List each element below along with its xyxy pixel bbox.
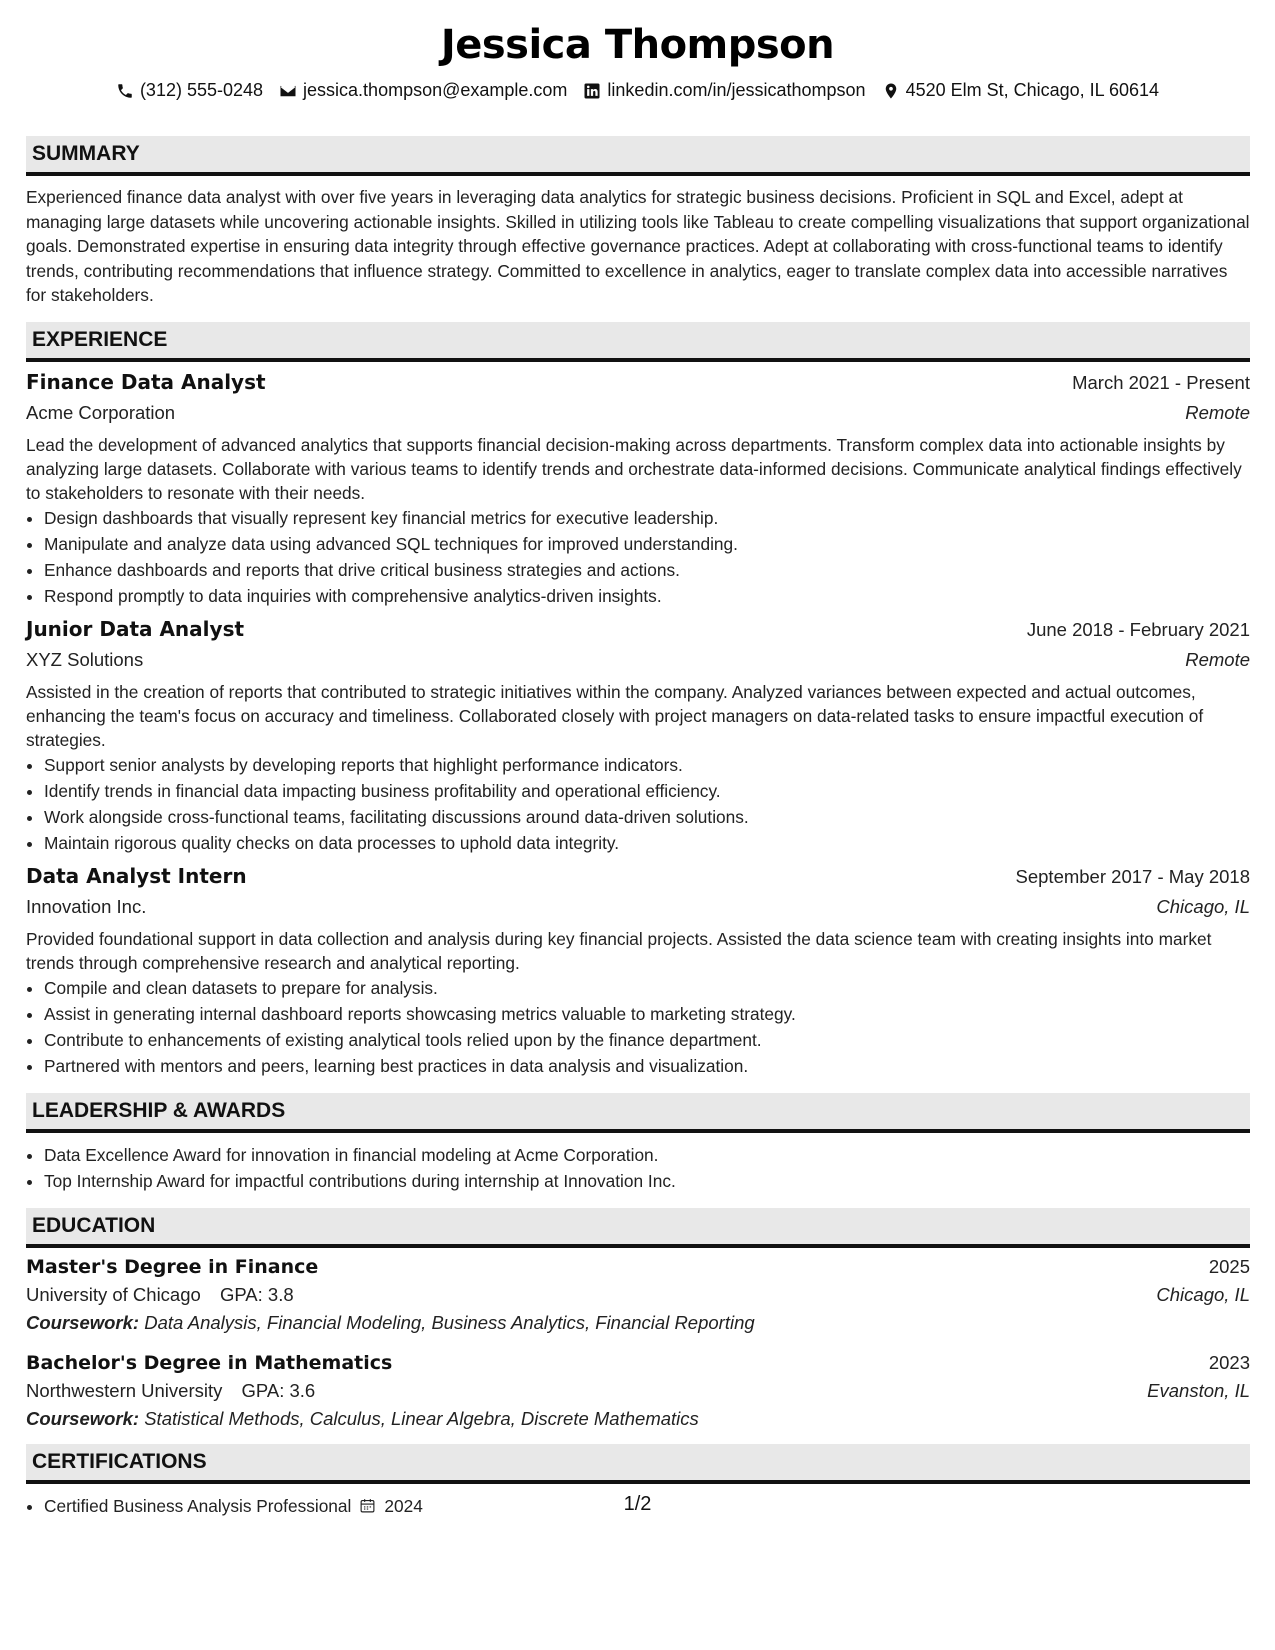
list-item: • Respond promptly to data inquiries with comprehensive analytics-driven insights. bbox=[44, 583, 1250, 609]
section-heading: EDUCATION bbox=[26, 1208, 1250, 1248]
coursework-list: Data Analysis, Financial Modeling, Business Analytics, Financial Reporting bbox=[144, 1311, 755, 1333]
summary-text: Experienced finance data analyst with over five years in leveraging data analytics for strategic business decisions. Proficient in SQL and Excel, adept at managing large datasets while uncovering actionable insights. Skilled in utilizing tools like Tableau to create compelling visualizations that support organizational goals. Demonstrated expertise in ensuring data integrity through effective governance practices. Adept at collaborating with cross-functional teams to identify trends, contributing recommendations that influence strategy. Committed to excellence in analytics, eager to translate complex data into accessible narratives for stakeholders. bbox=[26, 187, 1250, 305]
list-item: • Manipulate and analyze data using advanced SQL techniques for improved understanding. bbox=[44, 531, 1250, 557]
list-item: • Support senior analysts by developing reports that highlight performance indicators. bbox=[44, 752, 1250, 778]
section-heading: LEADERSHIP & AWARDS bbox=[26, 1093, 1250, 1133]
job-company: XYZ Solutions bbox=[26, 648, 144, 670]
job-entry bbox=[26, 864, 1250, 1079]
degree-title: Bachelor's Degree in Mathematics bbox=[26, 1351, 393, 1374]
school-name: Northwestern University bbox=[26, 1379, 223, 1401]
list-item: • Compile and clean datasets to prepare for analysis. bbox=[44, 975, 1250, 1001]
candidate-name: Jessica Thompson bbox=[440, 22, 835, 68]
coursework-label: Coursework: bbox=[26, 1407, 140, 1429]
job-company: Acme Corporation bbox=[26, 401, 176, 423]
job-description: Assisted in the creation of reports that contributed to strategic initiatives within the company. Analyzed variances between expected and actual outcomes, enhancing the team's focus on accuracy and timeliness. Collaborated closely with project managers on data-related tasks to ensure impactful execution of strategies. bbox=[26, 681, 1204, 750]
education-entry bbox=[26, 1352, 1250, 1430]
list-item: • Contribute to enhancements of existing analytical tools relied upon by the finance department. bbox=[44, 1027, 1250, 1053]
phone-text: (312) 555-0248 bbox=[139, 80, 264, 100]
degree-year: 2025 bbox=[1208, 1255, 1250, 1277]
email-text: jessica.thompson@example.com bbox=[303, 80, 568, 100]
job-dates: June 2018 - February 2021 bbox=[1026, 618, 1250, 640]
job-title: Finance Data Analyst bbox=[26, 369, 266, 394]
gpa: GPA: 3.8 bbox=[219, 1283, 294, 1305]
education-entry bbox=[26, 1256, 1250, 1334]
school-location: Evanston, IL bbox=[1147, 1379, 1250, 1401]
job-bullets bbox=[26, 505, 1250, 609]
certification-name: • Certified Business Analysis Professional bbox=[44, 1495, 352, 1516]
job-dates: March 2021 - Present bbox=[1072, 371, 1250, 393]
list-item: • Top Internship Award for impactful contributions during internship at Innovation Inc. bbox=[44, 1168, 1250, 1194]
contact-linkedin[interactable] bbox=[583, 80, 865, 101]
gpa: GPA: 3.6 bbox=[241, 1379, 316, 1401]
job-title: Junior Data Analyst bbox=[26, 616, 245, 641]
list-item: • Maintain rigorous quality checks on data processes to uphold data integrity. bbox=[44, 830, 1250, 856]
degree-year: 2023 bbox=[1208, 1351, 1250, 1373]
job-entry bbox=[26, 617, 1250, 856]
list-item: • Identify trends in financial data impacting business profitability and operational efficiency. bbox=[44, 778, 1250, 804]
degree-title: Master's Degree in Finance bbox=[26, 1255, 319, 1278]
list-item: • Work alongside cross-functional teams, facilitating discussions around data-driven solutions. bbox=[44, 804, 1250, 830]
education-section bbox=[26, 1208, 1250, 1430]
coursework bbox=[26, 1408, 1250, 1430]
coursework-label: Coursework: bbox=[26, 1311, 140, 1333]
list-item: • Partnered with mentors and peers, learning best practices in data analysis and visualization. bbox=[44, 1053, 1250, 1079]
resume-content bbox=[26, 136, 1250, 1533]
awards-section bbox=[26, 1093, 1250, 1194]
awards-list bbox=[26, 1142, 1250, 1194]
section-heading: CERTIFICATIONS bbox=[26, 1444, 1250, 1484]
job-dates: September 2017 - May 2018 bbox=[1015, 865, 1250, 887]
job-bullets bbox=[26, 752, 1250, 856]
coursework bbox=[26, 1312, 1250, 1334]
envelope-icon bbox=[279, 82, 297, 100]
list-item: • Assist in generating internal dashboard reports showcasing metrics valuable to marketing strategy. bbox=[44, 1001, 1250, 1027]
certification-year: 2024 bbox=[384, 1495, 423, 1516]
section-heading: EXPERIENCE bbox=[26, 322, 1250, 362]
coursework-list: Statistical Methods, Calculus, Linear Algebra, Discrete Mathematics bbox=[144, 1407, 699, 1429]
linkedin-icon bbox=[583, 82, 601, 100]
job-entry bbox=[26, 370, 1250, 609]
job-location: Remote bbox=[1185, 401, 1250, 423]
location-pin-icon bbox=[882, 82, 900, 100]
phone-icon bbox=[116, 82, 134, 100]
job-bullets bbox=[26, 975, 1250, 1079]
job-title: Data Analyst Intern bbox=[26, 863, 247, 888]
school-name: University of Chicago bbox=[26, 1283, 201, 1305]
contact-bar bbox=[0, 80, 1275, 101]
job-company: Innovation Inc. bbox=[26, 895, 147, 917]
address-text: 4520 Elm St, Chicago, IL 60614 bbox=[905, 80, 1160, 100]
list-item: • Enhance dashboards and reports that drive critical business strategies and actions. bbox=[44, 557, 1250, 583]
job-location: Remote bbox=[1185, 648, 1250, 670]
job-location: Chicago, IL bbox=[1156, 895, 1250, 917]
contact-email[interactable] bbox=[279, 80, 567, 101]
experience-section bbox=[26, 322, 1250, 1079]
page-number: 1/2 bbox=[623, 1493, 652, 1515]
contact-phone[interactable] bbox=[116, 80, 263, 101]
contact-address bbox=[882, 80, 1160, 101]
section-heading: SUMMARY bbox=[26, 136, 1250, 176]
summary-section bbox=[26, 136, 1250, 308]
list-item: • Data Excellence Award for innovation in financial modeling at Acme Corporation. bbox=[44, 1142, 1250, 1168]
list-item: • Design dashboards that visually represent key financial metrics for executive leadership. bbox=[44, 505, 1250, 531]
job-description: Provided foundational support in data collection and analysis during key financial projects. Assisted the data science team with creating insights into market trends through comprehensive research and analytical reporting. bbox=[26, 928, 1212, 973]
job-description: Lead the development of advanced analytics that supports financial decision-making across departments. Transform complex data into actionable insights by analyzing large datasets. Collaborate with various teams to identify trends and orchestrate data-informed decisions. Communicate analytical findings effectively to stakeholders to resonate with their needs. bbox=[26, 434, 1242, 503]
school-location: Chicago, IL bbox=[1156, 1283, 1250, 1305]
linkedin-text: linkedin.com/in/jessicathompson bbox=[607, 80, 866, 100]
